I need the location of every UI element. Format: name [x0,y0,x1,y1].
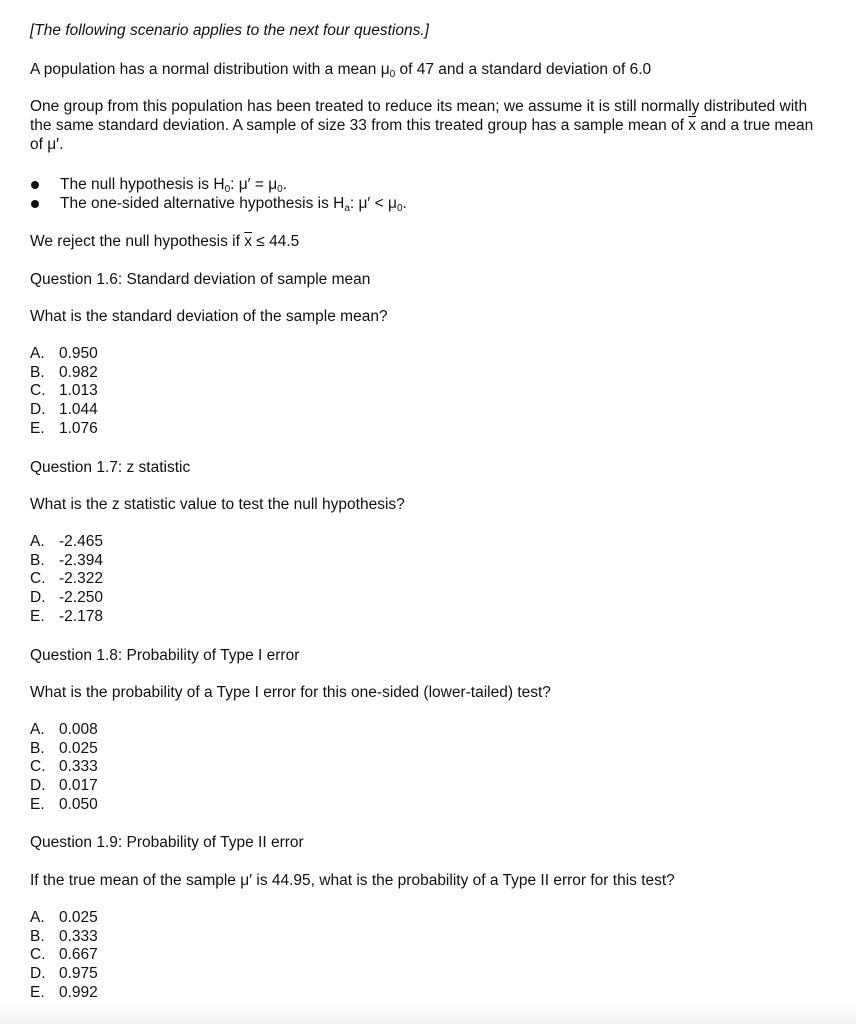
bullet-icon [31,181,39,189]
question-prompt: If the true mean of the sample μ′ is 44.95, what is the probability of a Type II error for this test? [30,872,675,889]
question-prompt: What is the standard deviation of the sample mean? [30,308,388,325]
scenario-paragraph: One group from this population has been treated to reduce its mean; we assume it is still normally distributed with the same standard deviation. A sample of size 33 from this treated group has a sample mean of $\overline{x}$ and a true mean of μ′. [30,98,814,153]
answer-option[interactable]: B. 0.025 [30,739,98,757]
answer-options [30,721,820,814]
answer-option[interactable]: D. 0.017 [30,777,98,795]
answer-option[interactable]: A. -2.465 [30,533,103,550]
bullet-icon [31,200,39,208]
answer-option[interactable]: A. 0.950 [30,345,98,362]
question-prompt: What is the probability of a Type I error for this one-sided (lower-tailed) test? [30,684,551,701]
answer-option[interactable]: E. 1.076 [30,419,98,437]
question-title: Question 1.7: z statistic [30,459,191,476]
answer-options [30,345,820,438]
question-prompt: What is the z statistic value to test the null hypothesis? [30,496,405,513]
answer-option[interactable]: A. 0.008 [30,721,98,738]
answer-option[interactable]: B. -2.394 [30,551,103,569]
answer-options [30,533,820,626]
answer-option[interactable]: B. 0.333 [30,927,98,945]
null-hypothesis-item: The null hypothesis is $H_0$: $\mu' = \mu_0$. [30,175,820,194]
question-title: Question 1.8: Probability of Type I error [30,647,300,664]
answer-option[interactable]: D. -2.250 [30,589,103,607]
rejection-rule: We reject the null hypothesis if $\overline{x} \le 44.5$ [30,233,300,250]
hypothesis-list [30,175,820,213]
answer-option[interactable]: D. 1.044 [30,401,98,419]
answer-options [30,909,820,1002]
page-bottom-shade [0,1002,856,1024]
answer-option[interactable]: C. 0.667 [30,946,98,964]
alternative-hypothesis-item: The one-sided alternative hypothesis is $H_a$: $\mu' < \mu_0$. [30,194,820,213]
answer-option[interactable]: C. 0.333 [30,758,98,776]
answer-option[interactable]: B. 0.982 [30,363,98,381]
answer-option[interactable]: E. 0.992 [30,983,98,1001]
scenario-mean-line: A population has a normal distribution with a mean $\mu_0$ of 47 and a standard deviation of 6.0 [30,61,652,80]
intro-note: [The following scenario applies to the next four questions.] [30,22,429,39]
answer-option[interactable]: E. 0.050 [30,795,98,813]
answer-option[interactable]: E. -2.178 [30,607,103,625]
answer-option[interactable]: A. 0.025 [30,909,98,926]
answer-option[interactable]: C. -2.322 [30,570,103,588]
answer-option[interactable]: D. 0.975 [30,965,98,983]
question-title: Question 1.9: Probability of Type II error [30,834,304,851]
answer-option[interactable]: C. 1.013 [30,382,98,400]
question-title: Question 1.6: Standard deviation of sample mean [30,271,371,288]
